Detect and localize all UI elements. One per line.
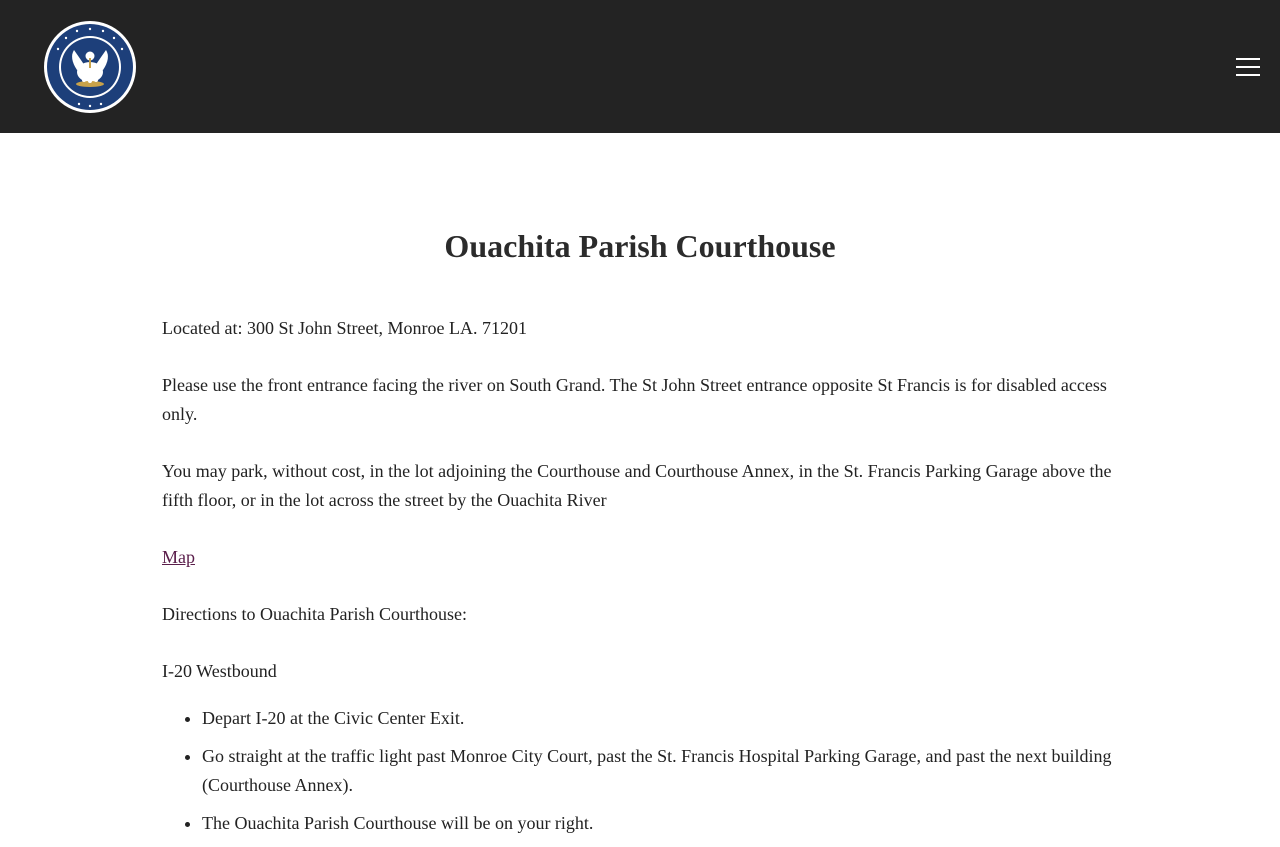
menu-bar [1236, 58, 1260, 60]
site-header [0, 0, 1280, 133]
map-paragraph [162, 543, 1112, 572]
route-heading: I-20 Westbound [162, 661, 277, 681]
location-text: Located at: 300 St John Street, Monroe LA. 71201 [162, 318, 527, 338]
directions-heading: Directions to Ouachita Parish Courthouse: [162, 604, 467, 624]
seal-icon [43, 20, 137, 114]
hamburger-menu-icon[interactable] [1236, 57, 1260, 77]
parking-note: You may park, without cost, in the lot adjoining the Courthouse and Courthouse Annex, in the St. Francis Parking Garage above the fifth floor, or in the lot across the street by the Ouachita River [162, 461, 1112, 510]
menu-bar [1236, 66, 1260, 68]
louisiana-seal-logo[interactable] [43, 20, 137, 114]
menu-bar [1236, 74, 1260, 76]
main-content [162, 314, 1112, 847]
entrance-note: Please use the front entrance facing the river on South Grand. The St John Street entrance opposite St Francis is for disabled access only. [162, 375, 1107, 424]
directions-list [162, 704, 1112, 838]
page-title: Ouachita Parish Courthouse [444, 228, 836, 264]
list-item: • Depart I-20 at the Civic Center Exit. [202, 704, 1112, 733]
list-item: • Go straight at the traffic light past Monroe City Court, past the St. Francis Hospital Parking Garage, and past the next building (Courthouse Annex). [202, 742, 1112, 800]
map-link[interactable]: Map [162, 547, 195, 567]
list-item: • The Ouachita Parish Courthouse will be on your right. [202, 809, 1112, 838]
